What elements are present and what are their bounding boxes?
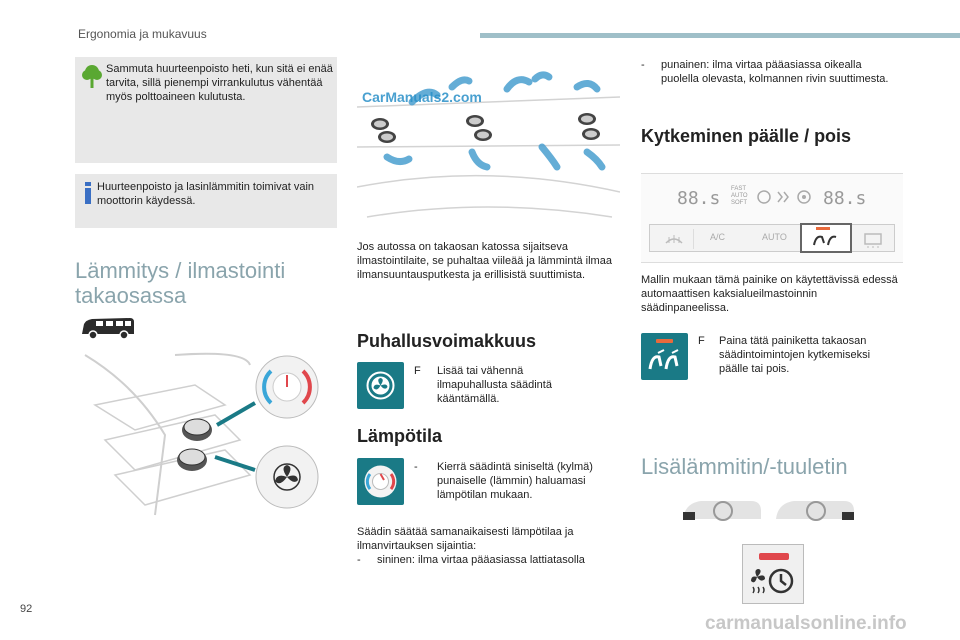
rear-window-defrost-button[interactable] (855, 229, 891, 249)
footer-watermark: carmanualsonline.info (705, 613, 907, 634)
panel-left-display: 88.s (677, 188, 721, 209)
eco-note-box (75, 57, 337, 163)
auto-button[interactable]: AUTO (762, 232, 787, 242)
fan-bullet-text: Lisää tai vähennä ilmapuhallusta säädintä kääntämällä. (437, 365, 552, 405)
onoff-desc: Mallin mukaan tämä painike on käytettävissä edessä automaattisen kaksialueilmastoinnin säädinpaneelissa. (641, 274, 898, 314)
header-title: Ergonomia ja mukavuus (78, 27, 207, 41)
eco-note-text: Sammuta huurteenpoisto heti, kun sitä ei enää tarvita, sillä pienempi virrankulutus vähentää myös polttoaineen kulutusta. (106, 63, 333, 103)
temp-bullet-mark: - (414, 461, 418, 473)
distribution-intro: Säädin säätää samanaikaisesti lämpötilaa ja ilmanvirtauksen sijaintia: (357, 526, 574, 552)
distribution-item-blue-mark: - (357, 554, 361, 566)
heater-section-title: Lisälämmitin/-tuuletin (641, 454, 848, 479)
distribution-item-red-mark: - (641, 59, 645, 71)
panel-status-icons (756, 188, 816, 211)
panel-right-display: 88.s (823, 188, 867, 209)
page-number: 92 (20, 603, 33, 615)
distribution-item-red: punainen: ilma virtaa pääasiassa oikealla puolella olevasta, kolmannen rivin suuttimesta. (661, 59, 889, 85)
panel-fast-label: FAST (731, 186, 747, 192)
defrost-button[interactable] (654, 229, 694, 249)
onoff-bullet-mark: F (698, 335, 705, 347)
onoff-section-title: Kytkeminen päälle / pois (641, 126, 852, 146)
heater-timer-icon (742, 544, 804, 604)
distribution-item-blue: sininen: ilma virtaa pääasiassa lattiatasolla (377, 554, 585, 566)
info-note-box (75, 174, 337, 228)
temp-section-title: Lämpötila (357, 426, 443, 446)
fan-section-title: Puhallusvoimakkuus (357, 331, 537, 351)
panel-auto-label: AUTO (731, 193, 748, 199)
fan-control-icon (357, 362, 404, 409)
rear-climate-icon (641, 333, 688, 380)
panel-button-row (649, 224, 895, 252)
temp-control-icon (357, 458, 404, 505)
header-bar (480, 33, 960, 38)
tree-icon (81, 63, 103, 94)
rear-vent-text: Jos autossa on takaosan katossa sijaitseva ilmastointilaite, se puhaltaa viileää ja lämmintä ilmaa ilmansuuntausputkesta ja erillisistä suuttimista. (357, 241, 612, 281)
info-note-text: Huurteenpoisto ja lasinlämmitin toimivat vain moottorin käydessä. (97, 181, 315, 207)
rear-climate-button[interactable] (800, 223, 852, 253)
fan-bullet-mark: F (414, 365, 421, 377)
temp-bullet-text: Kierrä säädintä siniseltä (kylmä) punaiselle (lämmin) haluamasi lämpötilan mukaan. (437, 461, 593, 501)
watermark: CarManuals2.com (362, 89, 482, 105)
van-icon (80, 316, 136, 345)
heater-illustration (681, 497, 856, 527)
climate-control-panel (641, 173, 903, 263)
onoff-bullet-text: Paina tätä painiketta takaosan säädintoimintojen kytkemiseksi päälle tai pois. (719, 335, 871, 375)
rear-controls-illustration (75, 345, 337, 520)
section-title: Lämmitys / ilmastointi takaosassa (75, 258, 286, 308)
panel-soft-label: SOFT (731, 200, 747, 206)
ac-button[interactable]: A/C (710, 232, 726, 242)
info-icon (84, 182, 92, 209)
